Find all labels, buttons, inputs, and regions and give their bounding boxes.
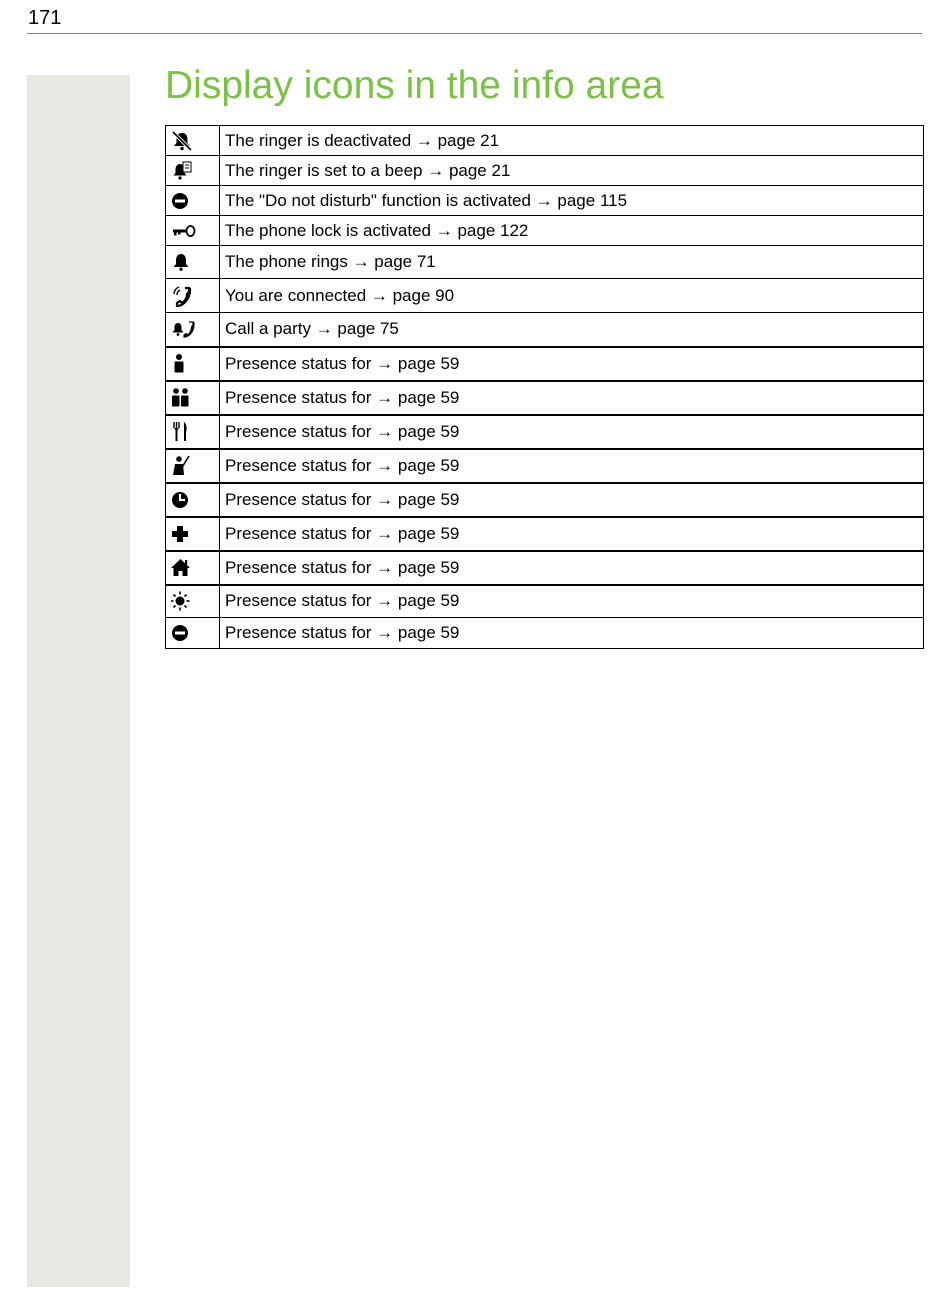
table-row	[166, 186, 924, 216]
table-row	[166, 415, 924, 449]
person-away-icon	[166, 449, 220, 483]
row-description: Presence status for → page 59	[220, 381, 924, 415]
table-row	[166, 279, 924, 313]
row-description: The ringer is deactivated → page 21	[220, 126, 924, 156]
header-divider	[27, 33, 922, 34]
row-description: Presence status for → page 59	[220, 618, 924, 649]
beep-icon	[166, 156, 220, 186]
row-description: Call a party → page 75	[220, 313, 924, 347]
table-row	[166, 517, 924, 551]
home-icon	[166, 551, 220, 585]
do-not-disturb-icon	[166, 186, 220, 216]
table-row	[166, 126, 924, 156]
ringer-off-icon	[166, 126, 220, 156]
row-description: Presence status for → page 59	[220, 449, 924, 483]
table-row	[166, 347, 924, 381]
row-description: You are connected → page 90	[220, 279, 924, 313]
row-description: The ringer is set to a beep → page 21	[220, 156, 924, 186]
table-row	[166, 585, 924, 618]
table-row	[166, 381, 924, 415]
row-description: Presence status for → page 59	[220, 551, 924, 585]
phone-lock-key-icon	[166, 216, 220, 246]
row-description: Presence status for → page 59	[220, 483, 924, 517]
sun-icon	[166, 585, 220, 618]
page-title: Display icons in the info area	[165, 64, 664, 107]
table-row	[166, 156, 924, 186]
fork-knife-icon	[166, 415, 220, 449]
icon-table	[165, 125, 924, 649]
table-row	[166, 216, 924, 246]
row-description: Presence status for → page 59	[220, 585, 924, 618]
row-description: The "Do not disturb" function is activated → page 115	[220, 186, 924, 216]
table-row	[166, 449, 924, 483]
row-description: The phone rings → page 71	[220, 246, 924, 279]
bell-icon	[166, 246, 220, 279]
table-row	[166, 313, 924, 347]
row-description: Presence status for → page 59	[220, 517, 924, 551]
connected-handset-icon	[166, 279, 220, 313]
row-description: Presence status for → page 59	[220, 415, 924, 449]
table-row	[166, 618, 924, 649]
clock-icon	[166, 483, 220, 517]
do-not-disturb-icon	[166, 618, 220, 649]
table-row	[166, 246, 924, 279]
two-persons-icon	[166, 381, 220, 415]
table-row	[166, 551, 924, 585]
person-icon	[166, 347, 220, 381]
row-description: The phone lock is activated → page 122	[220, 216, 924, 246]
side-margin-band	[27, 75, 130, 1287]
row-description: Presence status for → page 59	[220, 347, 924, 381]
cross-icon	[166, 517, 220, 551]
table-row	[166, 483, 924, 517]
call-party-icon	[166, 313, 220, 347]
page-number: 171	[28, 7, 62, 29]
